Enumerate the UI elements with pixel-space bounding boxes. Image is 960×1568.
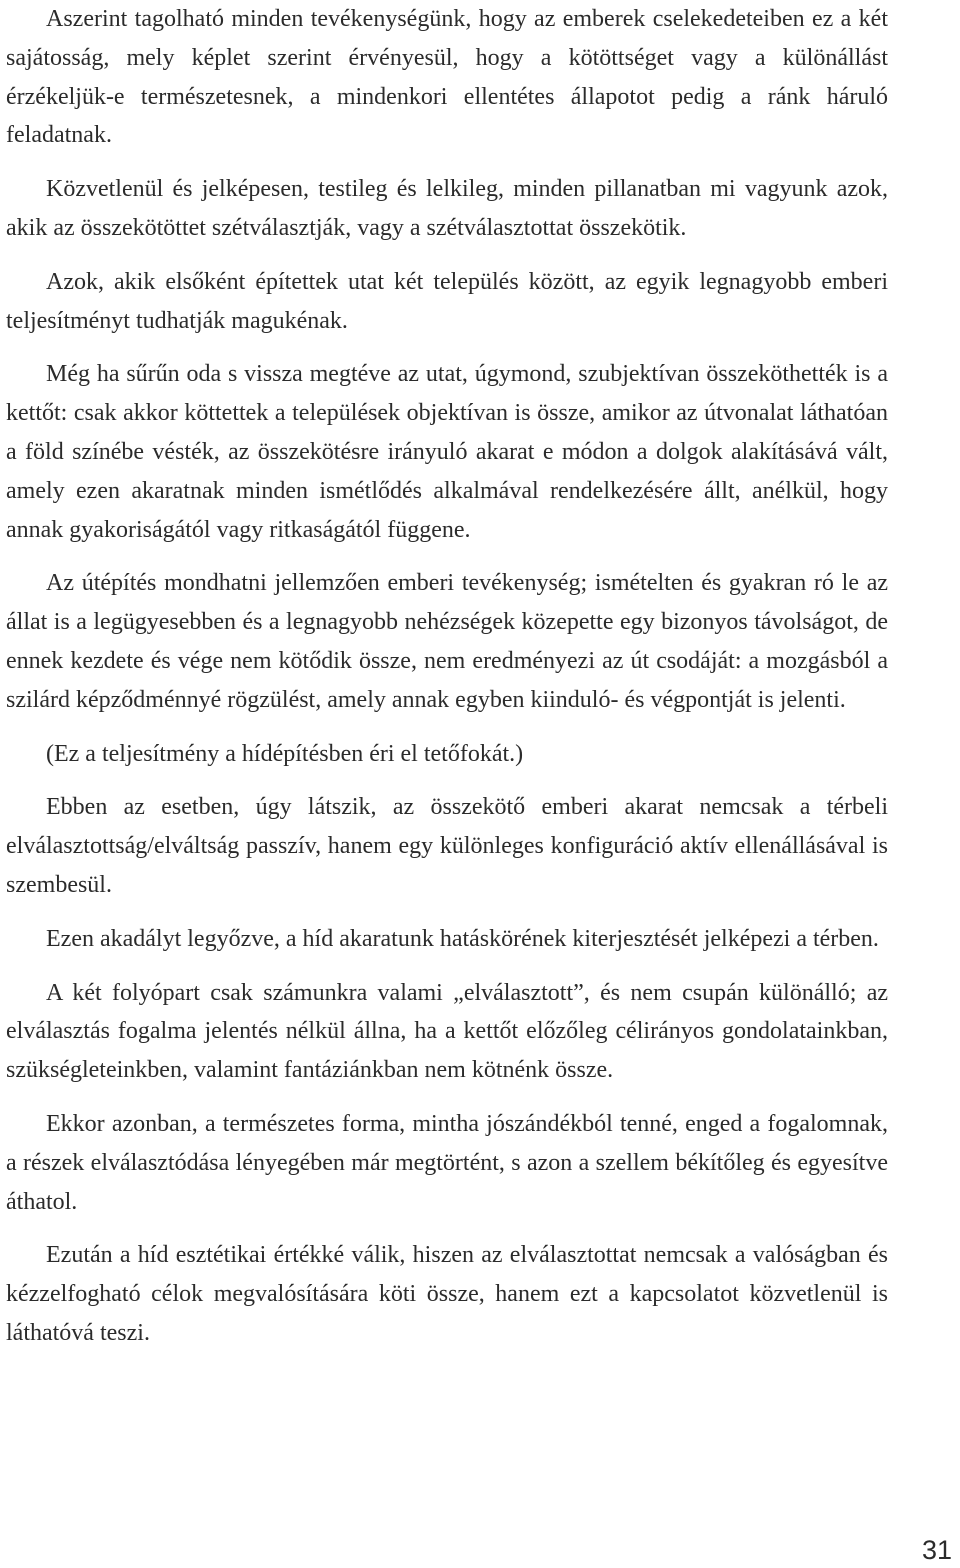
- paragraph: Aszerint tagolható minden tevékenységünk, hogy az emberek cselekedeteiben ez a két sajátosság, mely képlet szerint érvényesül, hogy a kötöttséget vagy a különállást érzékeljük-e természetesnek, a mindenkori ellentétes állapotot pedig a ránk háruló feladatnak.: [6, 6, 888, 149]
- paragraph: Ebben az esetben, úgy látszik, az összekötő emberi akarat nemcsak a térbeli elválasztottság/elváltság passzív, hanem egy különleges konfiguráció aktív ellenállásával is szembesül.: [6, 794, 888, 898]
- paragraph: Közvetlenül és jelképesen, testileg és lelkileg, minden pillanatban mi vagyunk azok, akik az összekötöttet szétválasztják, vagy a szétválasztottat összekötik.: [6, 176, 888, 241]
- paragraph: Ekkor azonban, a természetes forma, mintha jószándékból tenné, enged a fogalomnak, a részek elválasztódása lényegében már megtörtént, s azon a szellem békítőleg és egyesítve áthatol.: [6, 1110, 888, 1215]
- paragraph: Még ha sűrűn oda s vissza megtéve az utat, úgymond, szubjektívan összeköthették is a kettőt: csak akkor köttettek a települések objektívan is össze, amikor az útvonalat láthatóan a föld színébe vésték, az összekötésre irányuló akarat e módon a dolgok alakításává vált, amely ezen akaratnak minden ismétlődés alkalmával rendelkezésére állt, anélkül, hogy annak gyakoriságától vagy ritkaságától függene.: [6, 361, 888, 543]
- paragraph: (Ez a teljesítmény a hídépítésben éri el tetőfokát.): [46, 740, 524, 767]
- paragraph: Ezen akadályt legyőzve, a híd akaratunk hatáskörének kiterjesztését jelképezi a térben.: [46, 925, 879, 952]
- paragraph: Azok, akik elsőként építettek utat két település között, az egyik legnagyobb emberi teljesítményt tudhatják magukénak.: [6, 268, 888, 334]
- page-body: [6, 0, 888, 1368]
- paragraph: Ezután a híd esztétikai értékké válik, hiszen az elválasztottat nemcsak a valóságban és kézzelfogható célok megvalósítására köti össze, hanem ezt a kapcsolatot közvetlenül is láthatóvá teszi.: [6, 1242, 888, 1346]
- page-number: 31: [921, 1535, 952, 1565]
- paragraph: A két folyópart csak számunkra valami „elválasztott”, és nem csupán különálló; az elválasztás fogalma jelentés nélkül állna, ha a kettőt előzőleg célirányos gondolatainkban, szükségleteinkben, valamint fantáziánkban nem kötnénk össze.: [6, 979, 888, 1084]
- paragraph: Az útépítés mondhatni jellemzően emberi tevékenység; ismételten és gyakran ró le az állat is a legügyesebben és a legnagyobb nehézségek közepette egy bizonyos távolságot, de ennek kezdete és vége nem kötődik össze, nem eredményezi az út csodáját: a mozgásból a szilárd képződménnyé rögzülést, amely annak egyben kiinduló- és végpontját is jelenti.: [6, 570, 888, 713]
